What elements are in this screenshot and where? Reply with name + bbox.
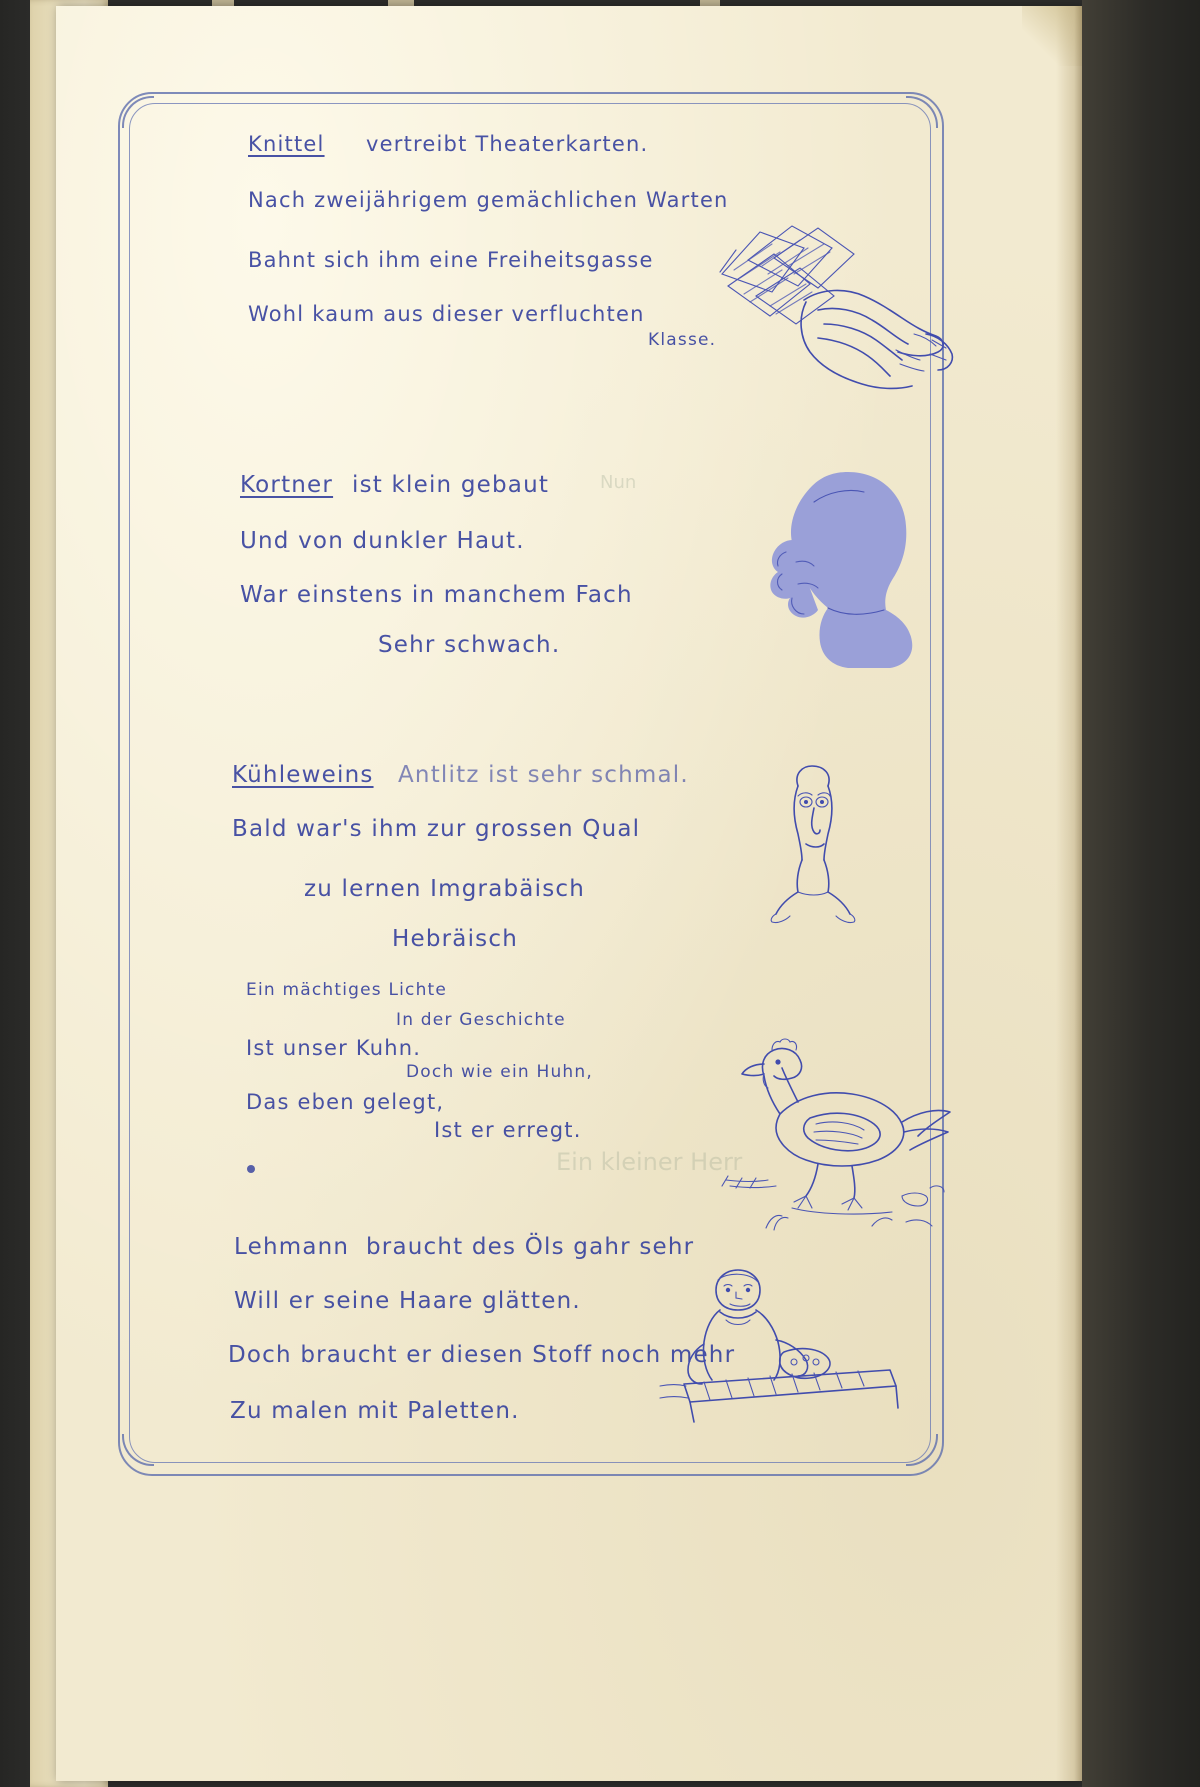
verse-kuhn-line-5: Das eben gelegt,	[246, 1090, 445, 1114]
verse-kuehlewein-line-1: Antlitz ist sehr schmal.	[398, 762, 689, 788]
verse-kuehlewein-line-4: Hebräisch	[392, 926, 518, 952]
verse-kortner-line-4: Sehr schwach.	[378, 632, 561, 658]
verse-lehmann-line-3: Doch braucht er diesen Stoff noch mehr	[228, 1342, 736, 1368]
verse-lehmann-line-1: braucht des Öls gahr sehr	[366, 1234, 695, 1260]
scan-right-margin	[1082, 0, 1200, 1787]
verse-lehmann-subject: Lehmann	[234, 1234, 350, 1260]
verse-kuhn-line-6: Ist er erregt.	[434, 1118, 582, 1142]
verse-lehmann-line-4: Zu malen mit Paletten.	[230, 1398, 520, 1424]
verse-lehmann-line-2: Will er seine Haare glätten.	[234, 1288, 581, 1314]
hen-drawing	[706, 1036, 966, 1246]
verse-kortner-subject: Kortner	[240, 472, 334, 498]
verse-kortner-line-1: ist klein gebaut	[352, 472, 550, 498]
verse-kortner-line-2: Und von dunkler Haut.	[240, 528, 525, 554]
verse-kuhn-line-1: Ein mächtiges Lichte	[246, 980, 448, 1000]
verse-kuehlewein-subject: Kühleweins	[232, 762, 374, 788]
verse-knittel-line-2: Nach zweijährigem gemächlichen Warten	[248, 188, 729, 212]
profile-head-drawing	[752, 466, 942, 676]
verse-knittel-line-3: Bahnt sich ihm eine Freiheitsgasse	[248, 248, 654, 272]
verse-knittel-subject: Knittel	[248, 132, 325, 156]
verse-kuhn-line-3: Ist unser Kuhn.	[246, 1036, 422, 1060]
verse-knittel-line-4: Wohl kaum aus dieser verfluchten	[248, 302, 645, 326]
verse-knittel-line-1: vertreibt Theaterkarten.	[366, 132, 649, 156]
paper-right-edge	[1056, 6, 1082, 1781]
verse-kortner-line-3: War einstens in manchem Fach	[240, 582, 633, 608]
bleed-through-text-1: Nun	[600, 472, 637, 493]
verse-knittel-line-5: Klasse.	[648, 330, 717, 350]
narrow-face-drawing	[768, 760, 858, 930]
hand-holding-tickets-drawing	[700, 214, 960, 404]
verse-kuhn-line-2: In der Geschichte	[396, 1010, 566, 1030]
verse-kuehlewein-line-3: zu lernen Imgrabäisch	[304, 876, 585, 902]
bleed-through-text-2: Ein kleiner Herr	[556, 1148, 743, 1176]
verse-kuhn-line-4: Doch wie ein Huhn,	[406, 1062, 593, 1082]
ink-spot	[247, 1165, 255, 1173]
verse-kuehlewein-line-2: Bald war's ihm zur grossen Qual	[232, 816, 641, 842]
seated-painter-drawing	[660, 1266, 920, 1426]
